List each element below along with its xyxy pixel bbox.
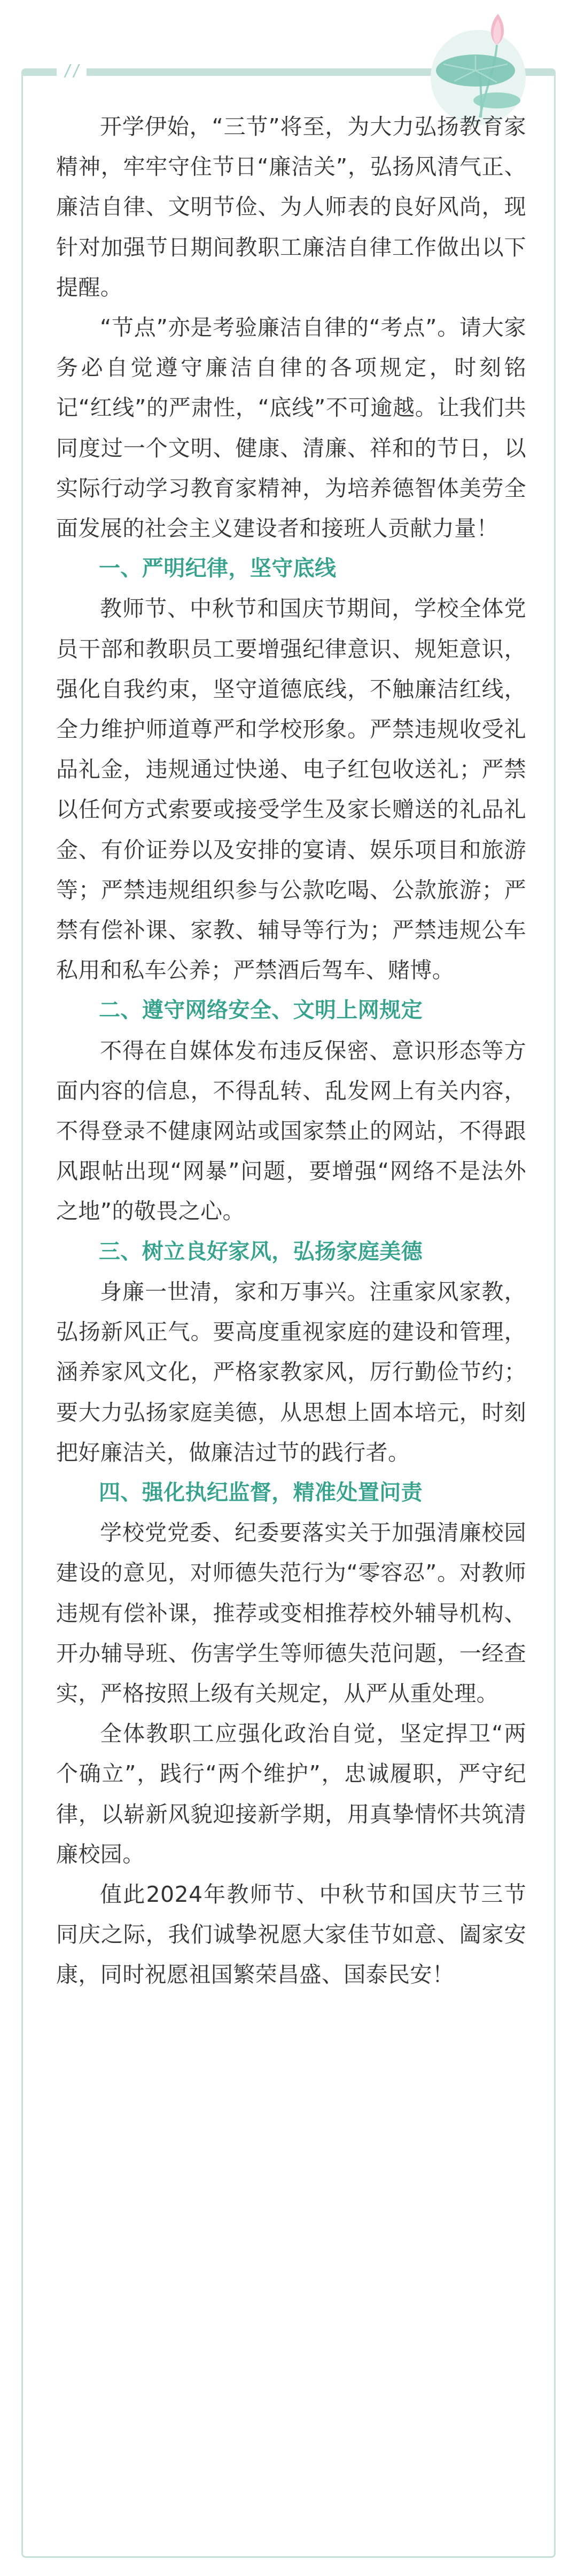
lotus-leaf-icon (417, 11, 545, 118)
article-body (56, 107, 526, 1995)
decorative-slashes: // (57, 62, 87, 80)
supervision-paragraph: 学校党党委、纪委要落实关于加强清廉校园建设的意见，对师德失范行为“零容忍”。对教师违规有偿补课，推荐或变相推荐校外辅导机构、开办辅导班、伤害学生等师德失范问题，一经查实，严格按照上级有关规定，从严从重处理。 (56, 1520, 526, 1706)
greeting-paragraph: 值此2024年教师节、中秋节和国庆节三节同庆之际，我们诚挚祝愿大家佳节如意、阖家安康，同时祝愿祖国繁荣昌盛、国泰民安！ (56, 1881, 526, 1988)
section-heading-network: 二、遵守网络安全、文明上网规定 (99, 998, 423, 1023)
section-heading-supervision: 四、强化执纪监督，精准处置问责 (99, 1480, 423, 1505)
intro-paragraph: 开学伊始，“三节”将至，为大力弘扬教育家精神，牢牢守住节日“廉洁关”，弘扬风清气正、廉洁自律、文明节俭、为人师表的良好风尚，现针对加强节日期间教职工廉洁自律工作做出以下提醒。 (56, 114, 526, 300)
section-heading-family: 三、树立良好家风，弘扬家庭美德 (99, 1239, 423, 1264)
network-paragraph: 不得在自媒体发布违反保密、意识形态等方面内容的信息，不得乱转、乱发网上有关内容，不得登录不健康网站或国家禁止的网站，不得跟风跟帖出现“网暴”问题，要增强“网络不是法外之地”的敬畏之心。 (56, 1037, 526, 1224)
pledge-paragraph: 全体教职工应强化政治自觉，坚定捍卫“两个确立”，践行“两个维护”，忠诚履职，严守纪律，以崭新风貌迎接新学期，用真挚情怀共筑清廉校园。 (56, 1721, 526, 1867)
checkpoint-paragraph: “节点”亦是考验廉洁自律的“考点”。请大家务必自觉遵守廉洁自律的各项规定，时刻铭记“红线”的严肃性，“底线”不可逾越。让我们共同度过一个文明、健康、清廉、祥和的节日，以实际行动学习教育家精神，为培养德智体美劳全面发展的社会主义建设者和接班人贡献力量！ (56, 315, 526, 542)
discipline-paragraph: 教师节、中秋节和国庆节期间，学校全体党员干部和教职员工要增强纪律意识、规矩意识，强化自我约束，坚守道德底线，不触廉洁红线，全力维护师道尊严和学校形象。严禁违规收受礼品礼金，违规通过快递、电子红包收送礼；严禁以任何方式索要或接受学生及家长赠送的礼品礼金、有价证券以及安排的宴请、娱乐项目和旅游等；严禁违规组织参与公款吃喝、公款旅游；严禁有偿补课、家教、辅导等行为；严禁违规公车私用和私车公养；严禁酒后驾车、赌博。 (56, 596, 526, 983)
section-heading-discipline: 一、严明纪律，坚守底线 (99, 556, 337, 581)
family-paragraph: 身廉一世清，家和万事兴。注重家风家教，弘扬新风正气。要高度重视家庭的建设和管理，涵养家风文化，严格家教家风，厉行勤俭节约；要大力弘扬家庭美德，从思想上固本培元，时刻把好廉洁关，做廉洁过节的践行者。 (56, 1278, 526, 1465)
